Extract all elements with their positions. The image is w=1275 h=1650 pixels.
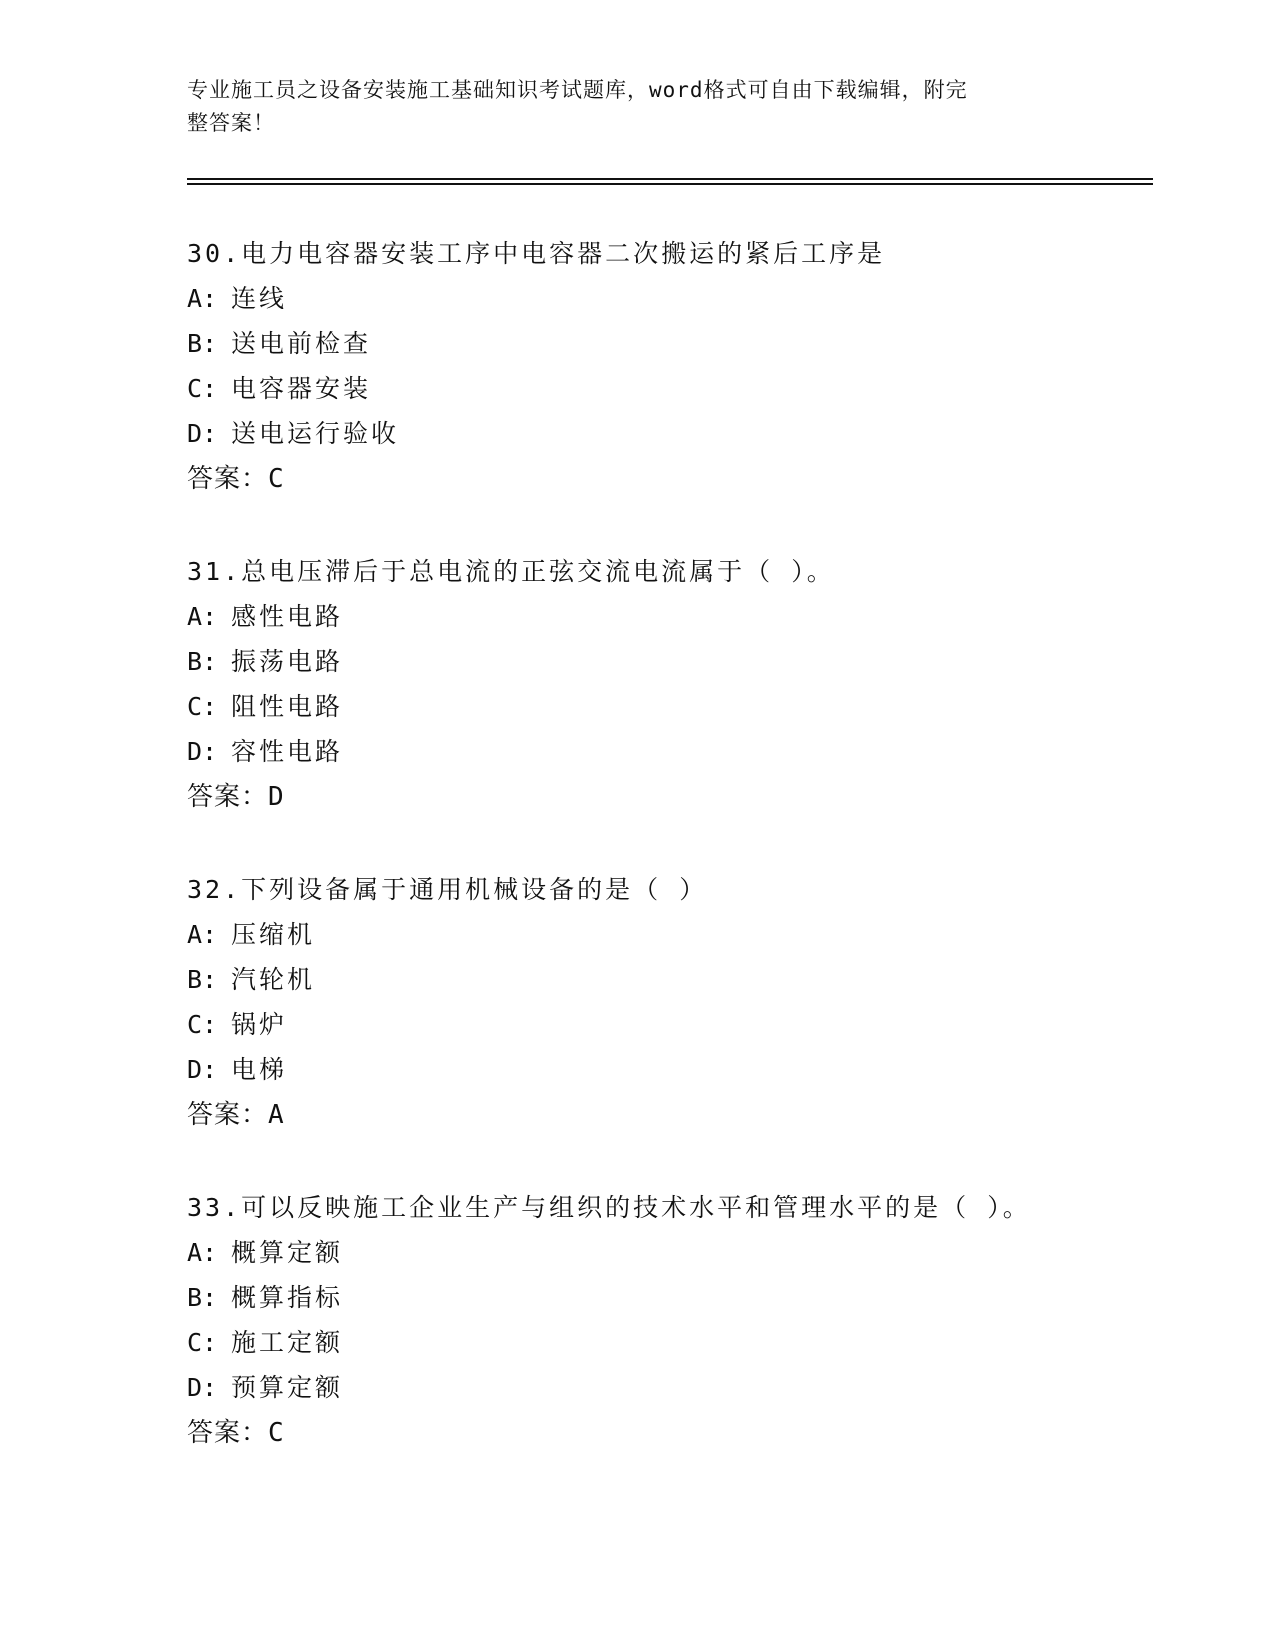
header-divider-top (187, 178, 1153, 180)
option-text: 概算定额 (231, 1238, 344, 1267)
option-letter: D: (187, 737, 218, 766)
option-text: 压缩机 (231, 920, 316, 949)
option-d (187, 1055, 1187, 1100)
option-b (187, 965, 1187, 1010)
header-divider-bottom (187, 183, 1153, 185)
question-title: 32.下列设备属于通用机械设备的是（ ） (187, 875, 708, 904)
option-b (187, 329, 1187, 374)
answer-value: D (268, 782, 285, 812)
option-text: 容性电路 (231, 737, 344, 766)
option-text: 振荡电路 (231, 647, 344, 676)
option-a (187, 920, 1187, 965)
option-letter: B: (187, 965, 218, 994)
document-header (187, 74, 1067, 140)
option-c (187, 692, 1187, 737)
option-b (187, 1283, 1187, 1328)
option-c (187, 1010, 1187, 1055)
option-a (187, 284, 1187, 329)
option-text: 预算定额 (231, 1373, 344, 1402)
option-letter: D: (187, 1055, 218, 1084)
option-letter: C: (187, 692, 218, 721)
option-text: 概算指标 (231, 1283, 344, 1312)
option-text: 送电运行验收 (231, 419, 400, 448)
option-c (187, 1328, 1187, 1373)
question-block (187, 239, 1187, 509)
question-block (187, 875, 1187, 1145)
option-text: 电容器安装 (231, 374, 372, 403)
option-c (187, 374, 1187, 419)
question-title: 31.总电压滞后于总电流的正弦交流电流属于（ ）。 (187, 557, 835, 586)
option-a (187, 602, 1187, 647)
option-letter: B: (187, 1283, 218, 1312)
option-text: 汽轮机 (231, 965, 316, 994)
option-d (187, 1373, 1187, 1418)
option-text: 感性电路 (231, 602, 344, 631)
option-text: 送电前检查 (231, 329, 372, 358)
answer-line (187, 1100, 1187, 1145)
option-letter: A: (187, 602, 218, 631)
answer-label: 答案： (187, 464, 269, 494)
option-d (187, 419, 1187, 464)
answer-line (187, 1418, 1187, 1463)
answer-label: 答案： (187, 782, 269, 812)
option-text: 阻性电路 (231, 692, 344, 721)
option-d (187, 737, 1187, 782)
option-letter: D: (187, 1373, 218, 1402)
option-letter: C: (187, 374, 218, 403)
question-title: 33.可以反映施工企业生产与组织的技术水平和管理水平的是（ ）。 (187, 1193, 1031, 1222)
question-title: 30.电力电容器安装工序中电容器二次搬运的紧后工序是 (187, 239, 886, 268)
question-block (187, 1193, 1187, 1463)
option-text: 施工定额 (231, 1328, 344, 1357)
answer-label: 答案： (187, 1100, 269, 1130)
question-block (187, 557, 1187, 827)
option-b (187, 647, 1187, 692)
option-letter: A: (187, 1238, 218, 1267)
option-letter: B: (187, 329, 218, 358)
answer-value: C (268, 464, 285, 494)
option-letter: B: (187, 647, 218, 676)
option-text: 电梯 (231, 1055, 288, 1084)
option-letter: C: (187, 1328, 218, 1357)
option-letter: A: (187, 284, 218, 313)
option-text: 连线 (231, 284, 288, 313)
option-letter: C: (187, 1010, 218, 1039)
answer-label: 答案： (187, 1418, 269, 1448)
header-line-2: 整答案！ (187, 111, 275, 135)
answer-line (187, 464, 1187, 509)
header-line-1: 专业施工员之设备安装施工基础知识考试题库，word格式可自由下载编辑，附完 (187, 78, 968, 102)
answer-value: C (268, 1418, 285, 1448)
option-text: 锅炉 (231, 1010, 288, 1039)
option-letter: A: (187, 920, 218, 949)
answer-value: A (268, 1100, 285, 1130)
option-a (187, 1238, 1187, 1283)
answer-line (187, 782, 1187, 827)
option-letter: D: (187, 419, 218, 448)
